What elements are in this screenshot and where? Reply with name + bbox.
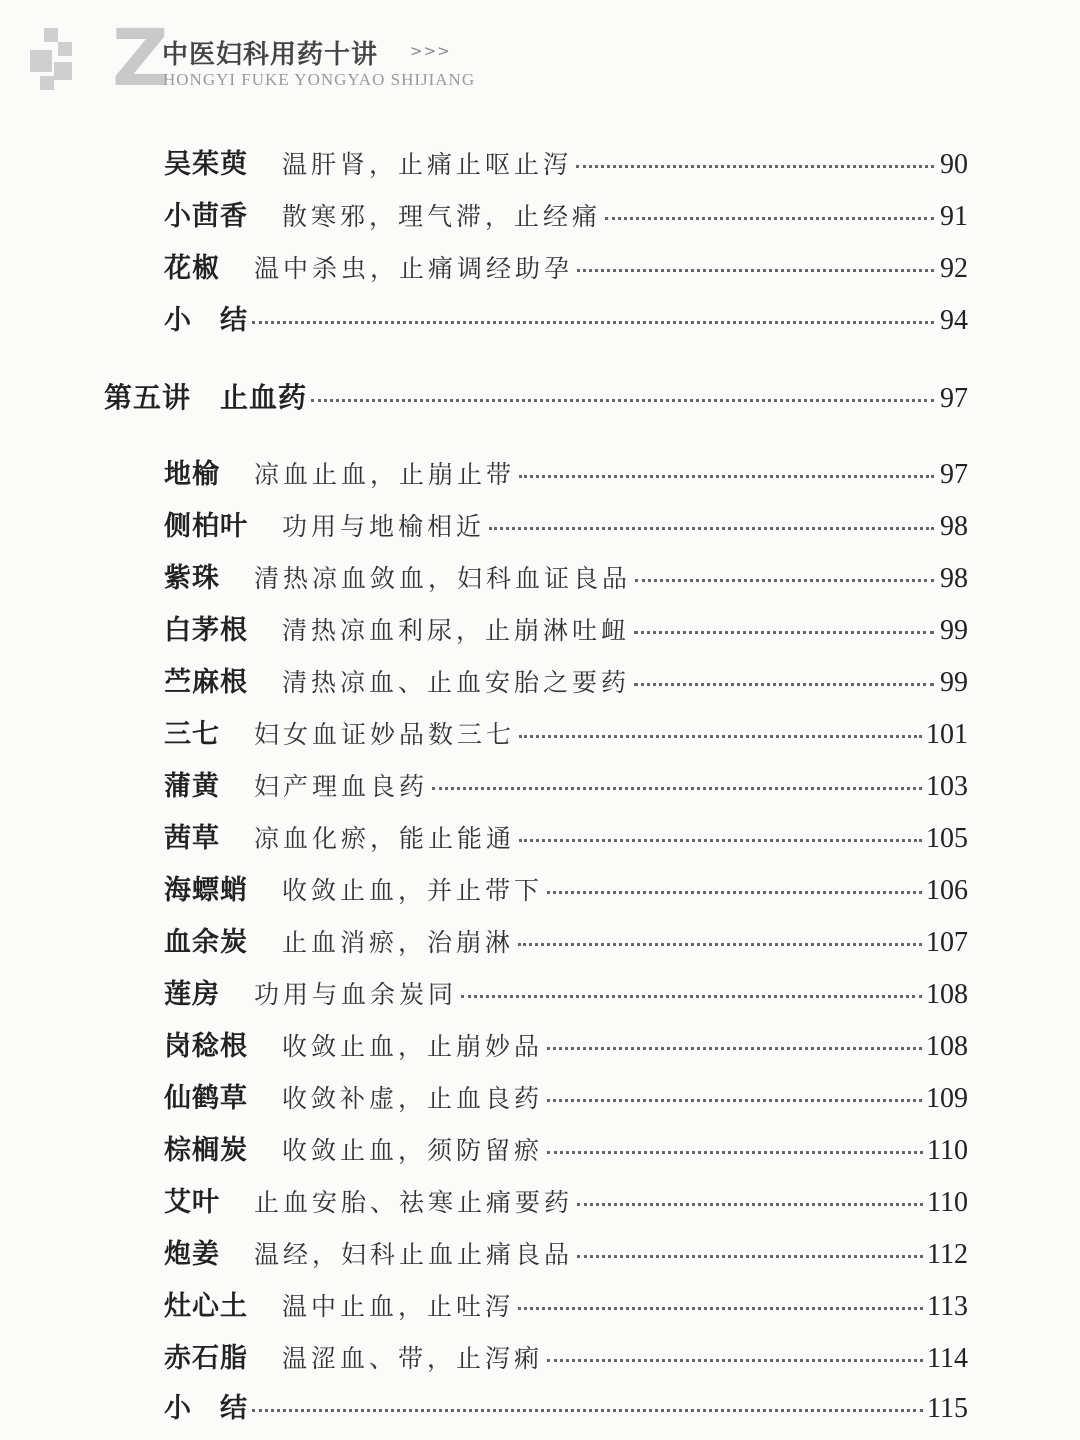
entry-name: 苎麻根 [164, 667, 248, 698]
entry-desc: 妇产理血良药 [254, 772, 429, 801]
entry-desc: 功用与血余炭同 [254, 980, 458, 1009]
entry-desc: 止血消瘀，治崩淋 [282, 928, 515, 957]
entry-desc: 温肝肾，止痛止呕止泻 [282, 150, 573, 179]
page-number: 105 [926, 823, 968, 854]
entry-name: 赤石脂 [164, 1343, 248, 1374]
entry-name: 地榆 [164, 459, 220, 490]
book-logo-letter: Z [112, 14, 169, 104]
dot-leader [519, 831, 922, 842]
page-number: 115 [927, 1393, 968, 1424]
toc-entry[interactable] [164, 1128, 968, 1168]
entry-name: 艾叶 [164, 1187, 220, 1218]
page-number: 108 [926, 1031, 968, 1062]
toc-entry[interactable] [164, 194, 968, 234]
entry-name: 莲房 [164, 979, 220, 1010]
toc-entry[interactable] [164, 816, 968, 856]
toc-entry[interactable] [164, 504, 968, 544]
entry-desc: 止血安胎、祛寒止痛要药 [254, 1188, 574, 1217]
dot-leader [461, 987, 922, 998]
page-number: 114 [927, 1343, 968, 1374]
dot-leader [576, 157, 934, 168]
entry-name: 小 结 [164, 1393, 248, 1424]
entry-name: 小茴香 [164, 201, 248, 232]
entry-name: 蒲黄 [164, 771, 220, 802]
dot-leader [519, 727, 922, 738]
entry-desc: 收敛止血，止崩妙品 [282, 1032, 544, 1061]
toc-entry[interactable] [164, 712, 968, 752]
entry-name: 灶心土 [164, 1291, 248, 1322]
page-number: 107 [926, 927, 968, 958]
entry-desc: 清热凉血、止血安胎之要药 [282, 668, 631, 697]
dot-leader [518, 935, 922, 946]
toc-entry[interactable] [164, 452, 968, 492]
entry-name: 白茅根 [164, 615, 248, 646]
toc-entry[interactable] [164, 1336, 968, 1376]
entry-name: 仙鹤草 [164, 1083, 248, 1114]
page-number: 99 [940, 615, 968, 646]
dot-leader [605, 209, 934, 220]
entry-desc: 凉血止血，止崩止带 [254, 460, 516, 489]
entry-desc: 温涩血、带，止泻痢 [282, 1344, 544, 1373]
page-number: 110 [927, 1187, 968, 1218]
entry-name: 炮姜 [164, 1239, 220, 1270]
toc-entry[interactable] [164, 142, 968, 182]
toc-entry[interactable] [164, 1076, 968, 1116]
toc-entry[interactable] [164, 1232, 968, 1272]
dot-leader [577, 261, 934, 272]
toc-entry[interactable] [164, 608, 968, 648]
dot-leader [252, 313, 934, 324]
toc-entry[interactable] [164, 1284, 968, 1324]
entry-desc: 散寒邪，理气滞，止经痛 [282, 202, 602, 231]
book-title-pinyin: HONGYI FUKE YONGYAO SHIJIANG [163, 70, 476, 89]
toc-entry[interactable] [164, 1180, 968, 1220]
chapter-title: 第五讲 止血药 [104, 381, 308, 414]
page-number: 90 [940, 149, 968, 180]
page-number: 97 [940, 383, 968, 414]
page-number: 112 [927, 1239, 968, 1270]
dot-leader [547, 1039, 922, 1050]
page-number: 113 [927, 1291, 968, 1322]
entry-desc: 凉血化瘀，能止能通 [254, 824, 516, 853]
dot-leader [547, 883, 922, 894]
dot-leader [518, 1299, 923, 1310]
entry-name: 棕榈炭 [164, 1135, 248, 1166]
page-number: 108 [926, 979, 968, 1010]
page-number: 97 [940, 459, 968, 490]
page-number: 92 [940, 253, 968, 284]
dot-leader [577, 1247, 923, 1258]
page-number: 98 [940, 563, 968, 594]
dot-leader [634, 623, 934, 634]
page-number: 101 [926, 719, 968, 750]
toc-entry[interactable] [164, 764, 968, 804]
toc-entry[interactable] [164, 972, 968, 1012]
dot-leader [634, 675, 934, 686]
entry-desc: 清热凉血利尿，止崩淋吐衄 [282, 616, 631, 645]
entry-desc: 收敛补虚，止血良药 [282, 1084, 544, 1113]
page-number: 110 [927, 1135, 968, 1166]
entry-desc: 功用与地榆相近 [282, 512, 486, 541]
entry-desc: 清热凉血敛血，妇科血证良品 [254, 564, 632, 593]
toc-entry[interactable] [164, 556, 968, 596]
toc-entry[interactable] [164, 868, 968, 908]
dot-leader [489, 519, 934, 530]
entry-desc: 温经，妇科止血止痛良品 [254, 1240, 574, 1269]
dot-leader [432, 779, 922, 790]
dot-leader [519, 467, 934, 478]
toc-entry[interactable] [164, 920, 968, 960]
toc-entry[interactable] [164, 660, 968, 700]
entry-desc: 温中杀虫，止痛调经助孕 [254, 254, 574, 283]
entry-name: 岗稔根 [164, 1031, 248, 1062]
page-number: 103 [926, 771, 968, 802]
entry-name: 海螵蛸 [164, 875, 248, 906]
toc-entry[interactable] [164, 1024, 968, 1064]
page-number: 109 [926, 1083, 968, 1114]
dot-leader [311, 391, 934, 402]
book-title-arrows: >>> [410, 42, 451, 60]
dot-leader [547, 1091, 922, 1102]
entry-name: 侧柏叶 [164, 511, 248, 542]
entry-name: 花椒 [164, 253, 220, 284]
dot-leader [547, 1351, 923, 1362]
book-title: 中医妇科用药十讲 [162, 40, 379, 70]
page-number: 94 [940, 305, 968, 336]
page-number: 98 [940, 511, 968, 542]
dot-leader [547, 1143, 923, 1154]
entry-desc: 温中止血，止吐泻 [282, 1292, 515, 1321]
entry-desc: 收敛止血，并止带下 [282, 876, 544, 905]
page-number: 91 [940, 201, 968, 232]
page-number: 106 [926, 875, 968, 906]
entry-desc: 收敛止血，须防留瘀 [282, 1136, 544, 1165]
toc-entry[interactable] [164, 246, 968, 286]
dot-leader [577, 1195, 923, 1206]
dot-leader [635, 571, 934, 582]
entry-name: 紫珠 [164, 563, 220, 594]
entry-name: 吴茱萸 [164, 149, 248, 180]
toc-entry-summary[interactable] [164, 298, 968, 338]
entry-name: 血余炭 [164, 927, 248, 958]
entry-name: 三七 [164, 719, 220, 750]
entry-desc: 妇女血证妙品数三七 [254, 720, 516, 749]
book-logo-mark [30, 28, 78, 92]
entry-name: 小 结 [164, 305, 248, 336]
entry-name: 茜草 [164, 823, 220, 854]
dot-leader [252, 1401, 923, 1412]
toc-chapter-heading[interactable] [104, 376, 968, 416]
toc-entry-summary[interactable] [164, 1386, 968, 1426]
page-number: 99 [940, 667, 968, 698]
